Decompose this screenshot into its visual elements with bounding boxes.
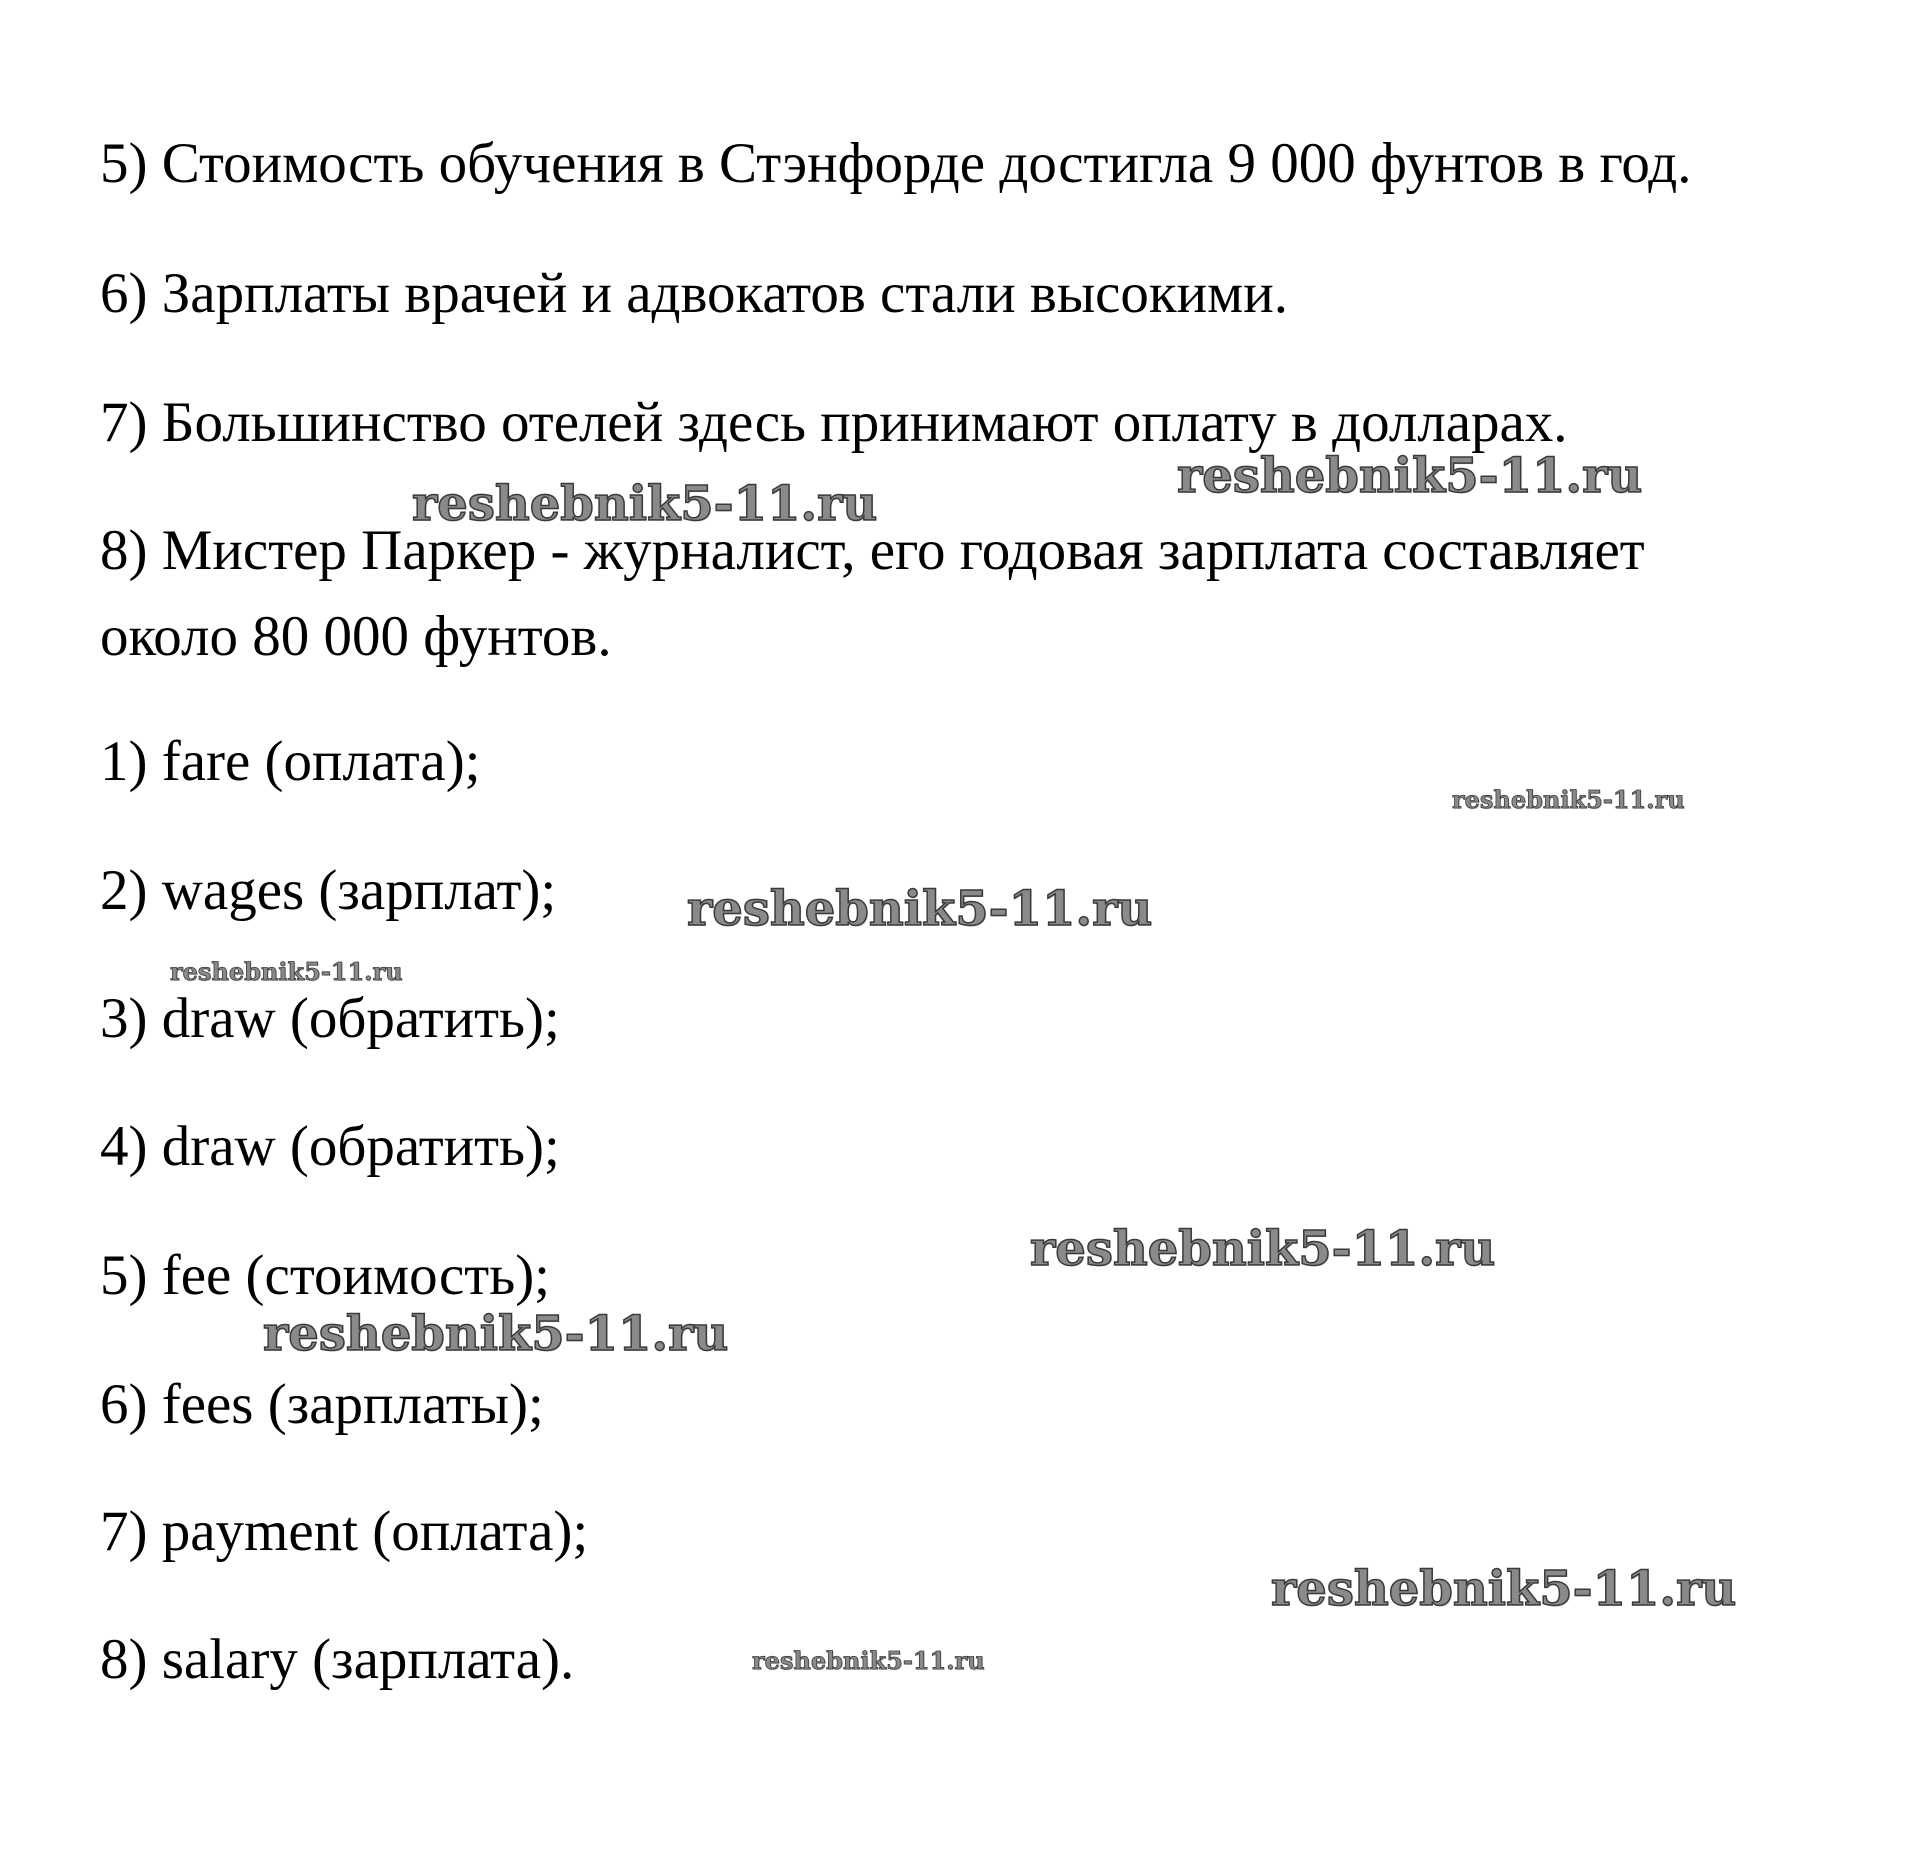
answer-8: 8) salary (зарплата). bbox=[100, 1628, 575, 1691]
watermark: reshebnik5-11.ru bbox=[1452, 785, 1685, 814]
watermark: reshebnik5-11.ru bbox=[1177, 448, 1643, 504]
answer-3: 3) draw (обратить); bbox=[100, 987, 560, 1050]
watermark: reshebnik5-11.ru bbox=[752, 1646, 985, 1675]
sentence-8-line-2: около 80 000 фунтов. bbox=[100, 605, 612, 668]
answer-5: 5) fee (стоимость); bbox=[100, 1244, 551, 1307]
watermark: reshebnik5-11.ru bbox=[412, 476, 878, 532]
sentence-6: 6) Зарплаты врачей и адвокатов стали высокими. bbox=[100, 262, 1288, 325]
watermark: reshebnik5-11.ru bbox=[1030, 1221, 1496, 1277]
answer-7: 7) payment (оплата); bbox=[100, 1500, 589, 1563]
watermark: reshebnik5-11.ru bbox=[1271, 1561, 1737, 1617]
watermark: reshebnik5-11.ru bbox=[687, 881, 1153, 937]
answer-2: 2) wages (зарплат); bbox=[100, 859, 557, 922]
answer-4: 4) draw (обратить); bbox=[100, 1115, 560, 1178]
watermark: reshebnik5-11.ru bbox=[170, 957, 403, 986]
answer-6: 6) fees (зарплаты); bbox=[100, 1373, 544, 1436]
watermark: reshebnik5-11.ru bbox=[263, 1306, 729, 1362]
answer-1: 1) fare (оплата); bbox=[100, 730, 481, 793]
sentence-7: 7) Большинство отелей здесь принимают оплату в долларах. bbox=[100, 391, 1568, 454]
sentence-8-line-1: 8) Мистер Паркер - журналист, его годовая зарплата составляет bbox=[100, 519, 1645, 582]
sentence-5: 5) Стоимость обучения в Стэнфорде достигла 9 000 фунтов в год. bbox=[100, 132, 1692, 195]
